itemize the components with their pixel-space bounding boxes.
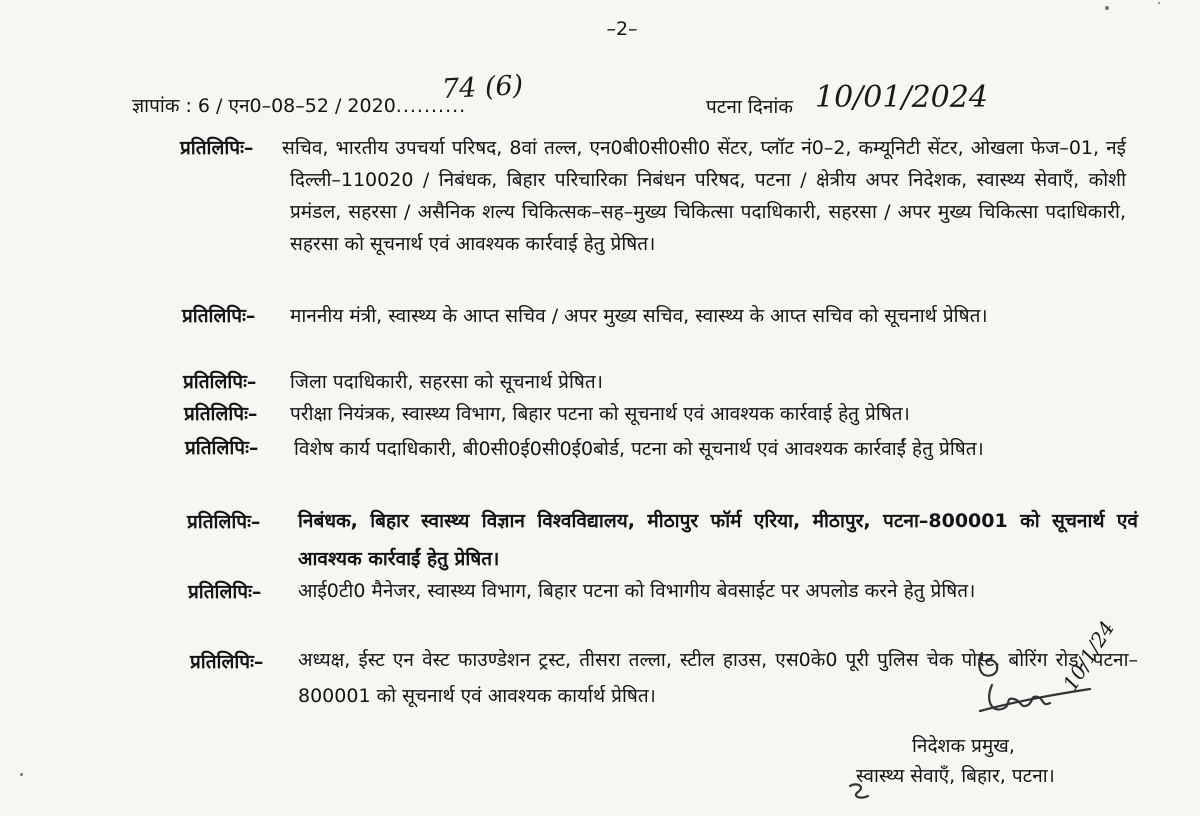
copy-text: निबंधक, बिहार स्वास्थ्य विज्ञान विश्वविद्यालय, मीठापुर फॉर्म एरिया, मीठापुर, पटना–800001 को सूचनार्थ एवं आवश्यक कार्रवाईं हेतु प्रेषित।	[298, 510, 1138, 570]
signatory-office: स्वास्थ्य सेवाएँ, बिहार, पटना।	[856, 765, 1055, 787]
copy-text: सचिव, भारतीय उपचर्या परिषद, 8वां तल्ल, एन0बी0सी0सी0 सेंटर, प्लॉट नं0–2, कम्यूनिटी सेंटर, ओखला फेज–01, नई दिल्ली–110020 / निबंधक, बिहार परिचारिका निबंधन परिषद, पटना / क्षेत्रीय अपर निदेशक, स्वास्थ्य सेवाएँ, कोशी प्रमंडल, सहरसा / असैनिक शल्य चिकित्सक–सह–मुख्य चिकित्सा पदाधिकारी, सहरसा / अपर मुख्य चिकित्सा पदाधिकारी, सहरसा को सूचनार्थ एवं आवश्यक कार्रवाई हेतु प्रेषित।	[282, 137, 1126, 255]
copy-label: प्रतिलिपिः–	[184, 403, 258, 425]
copy-text: परीक्षा नियंत्रक, स्वास्थ्य विभाग, बिहार पटना को सूचनार्थ एवं आवश्यक कार्रवाई हेतु प्रेषित।	[290, 403, 910, 425]
copy-text: आई0टी0 मैनेजर, स्वास्थ्य विभाग, बिहार पटना को विभागीय बेवसाईट पर अपलोड करने हेतु प्रेषित।	[298, 580, 976, 602]
memo-reference	[132, 69, 524, 118]
copy-label: प्रतिलिपिः–	[183, 371, 257, 393]
reference-prefix: ज्ञापांक : 6 / एन0–08–52 / 2020	[132, 95, 396, 117]
handwritten-reference-number: 74 (6)	[441, 69, 524, 106]
dateline	[706, 80, 988, 118]
copy-label: प्रतिलिपिः–	[182, 305, 256, 327]
copy-label: प्रतिलिपिः–	[188, 581, 262, 603]
copy-label: प्रतिलिपिः–	[180, 137, 254, 159]
scan-speck	[1105, 6, 1109, 10]
date-label: पटना दिनांक	[706, 96, 793, 118]
copy-label: प्रतिलिपिः–	[187, 511, 261, 533]
signatory-block	[912, 730, 1015, 762]
reference-dots: ..........	[395, 95, 467, 117]
scan-speck	[20, 773, 23, 776]
pen-mark	[846, 780, 872, 802]
handwritten-date: 10/01/2024	[815, 80, 988, 115]
copy-label: प्रतिलिपिः–	[190, 651, 264, 673]
copy-label: प्रतिलिपिः–	[185, 437, 259, 459]
copy-text: माननीय मंत्री, स्वास्थ्य के आप्त सचिव / अपर मुख्य सचिव, स्वास्थ्य के आप्त सचिव को सूचनार्थ प्रेषित।	[290, 305, 988, 327]
scan-speck	[1158, 2, 1160, 4]
copy-text: जिला पदाधिकारी, सहरसा को सूचनार्थ प्रेषित।	[290, 371, 603, 393]
copy-text: अध्यक्ष, ईस्ट एन वेस्ट फाउण्डेशन ट्रस्ट, तीसरा तल्ला, स्टील हाउस, एस0के0 पूरी पुलिस चेक पोस्ट, बोरिंग रोड, पटना–800001 को सूचनार्थ एवं आवश्यक कार्यार्थ प्रेषित।	[298, 649, 1138, 707]
signatory-title: निदेशक प्रमुख,	[912, 735, 1015, 757]
page-number: –2–	[606, 18, 638, 40]
signatory-department	[856, 760, 1055, 792]
copy-text: विशेष कार्य पदाधिकारी, बी0सी0ई0सी0ई0बोर्ड, पटना को सूचनार्थ एवं आवश्यक कार्रवाईं हेतु प्रेषित।	[294, 438, 984, 460]
handwritten-initial-date: 10/1/24	[1058, 616, 1120, 695]
